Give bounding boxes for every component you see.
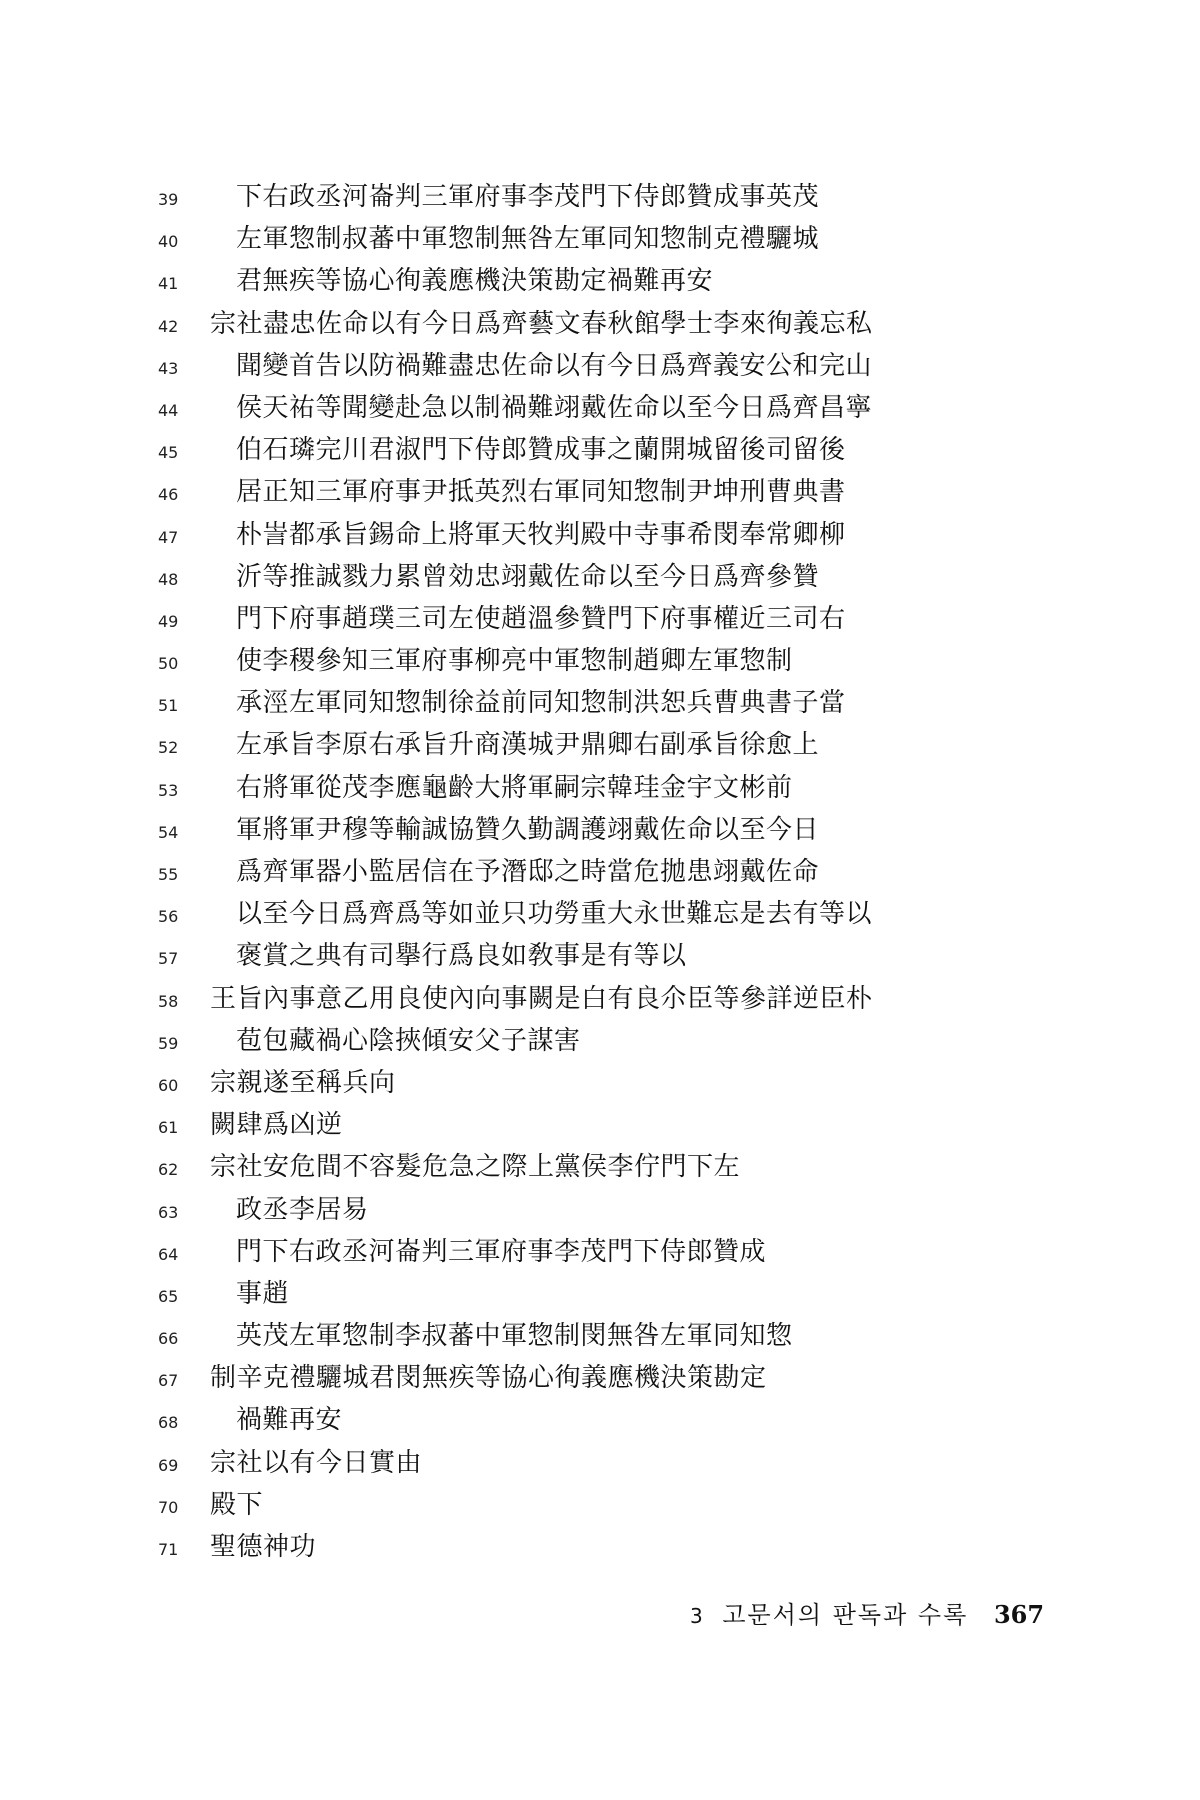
text-line <box>150 1104 1050 1146</box>
text-line <box>150 1357 1050 1399</box>
text-lines <box>150 176 1050 1568</box>
page-number: 367 <box>993 1600 1045 1629</box>
line-number: 68 <box>158 1413 179 1433</box>
page-footer <box>690 1595 1045 1630</box>
text-line <box>150 809 1050 851</box>
line-text: 使李稷參知三軍府事柳亮中軍惣制趙卿左軍惣制 <box>236 646 793 677</box>
line-text: 禍難再安 <box>236 1405 343 1436</box>
chapter-number: 3 <box>690 1604 703 1628</box>
line-text: 門下府事趙璞三司左使趙溫參贊門下府事權近三司右 <box>236 603 846 634</box>
line-number: 55 <box>158 865 179 884</box>
text-line <box>150 767 1050 809</box>
line-number: 57 <box>158 949 179 969</box>
line-number: 66 <box>158 1329 179 1349</box>
line-number: 41 <box>158 274 179 294</box>
line-text: 朴訔都承旨錫命上將軍天牧判殿中寺事希閔奉常卿柳 <box>236 519 846 550</box>
text-line <box>150 640 1050 682</box>
text-line <box>150 598 1050 640</box>
line-number: 62 <box>158 1160 179 1180</box>
line-text: 居正知三軍府事尹抵英烈右軍同知惣制尹坤刑曹典書 <box>236 477 846 508</box>
line-number: 40 <box>158 232 179 252</box>
text-line <box>150 1020 1050 1062</box>
text-line <box>150 345 1050 387</box>
line-number: 45 <box>158 443 179 463</box>
line-number: 65 <box>158 1286 179 1306</box>
line-number: 64 <box>158 1244 179 1264</box>
line-text: 闕肆爲凶逆 <box>210 1110 343 1141</box>
line-text: 褒賞之典有司擧行爲良如敎事是有等以 <box>236 941 687 972</box>
line-text: 左承旨李原右承旨升商漢城尹鼎卿右副承旨徐愈上 <box>236 730 820 761</box>
line-number: 70 <box>158 1497 179 1517</box>
line-number: 52 <box>158 738 179 758</box>
text-line <box>150 1231 1050 1273</box>
text-line <box>150 556 1050 598</box>
line-number: 67 <box>158 1371 179 1391</box>
text-line <box>150 1146 1050 1188</box>
line-number: 53 <box>158 780 179 800</box>
line-text: 君無疾等協心徇義應機決策勘定禍難再安 <box>236 266 714 297</box>
line-text: 門下右政丞河崙判三軍府事李茂門下侍郎贊成 <box>236 1236 767 1267</box>
line-text: 英茂左軍惣制李叔蕃中軍惣制閔無咎左軍同知惣 <box>236 1321 793 1352</box>
text-line <box>150 1484 1050 1526</box>
text-line <box>150 471 1050 513</box>
line-number: 51 <box>158 696 179 716</box>
line-number: 48 <box>158 569 179 589</box>
text-line <box>150 303 1050 345</box>
line-number: 59 <box>158 1033 179 1053</box>
line-text: 宗社安危間不容髮危急之際上黨侯李佇門下左 <box>210 1152 741 1183</box>
line-text: 聖德神功 <box>210 1532 317 1562</box>
text-line <box>150 1062 1050 1104</box>
line-number: 71 <box>158 1540 179 1559</box>
chapter-title: 고문서의 판독과 수록 <box>722 1601 969 1629</box>
line-text: 宗親遂至稱兵向 <box>210 1067 396 1098</box>
line-text: 制辛克禮驪城君閔無疾等協心徇義應機決策勘定 <box>210 1363 767 1394</box>
text-line <box>150 935 1050 977</box>
line-text: 右將軍從茂李應龜齡大將軍嗣宗韓珪金宇文彬前 <box>236 772 793 803</box>
line-text: 軍將軍尹穆等輸誠協贊久勤調護翊戴佐命以至今日 <box>236 814 820 845</box>
text-line <box>150 1273 1050 1315</box>
text-line <box>150 724 1050 766</box>
line-number: 58 <box>158 991 179 1011</box>
text-line <box>150 1315 1050 1357</box>
text-line <box>150 429 1050 471</box>
line-number: 43 <box>158 358 179 378</box>
line-text: 宗社盡忠佐命以有今日爲齊藝文春秋館學士李來徇義忘私 <box>210 308 873 339</box>
text-line <box>150 978 1050 1020</box>
line-number: 54 <box>158 822 179 842</box>
line-number: 49 <box>158 611 179 631</box>
line-text: 政丞李居易 <box>236 1194 369 1225</box>
line-text: 承涇左軍同知惣制徐益前同知惣制洪恕兵曹典書子當 <box>236 688 846 719</box>
line-text: 以至今日爲齊爲等如並只功勞重大永世難忘是去有等以 <box>236 899 873 930</box>
line-number: 46 <box>158 485 179 505</box>
line-text: 沂等推誠戮力累曾効忠翊戴佐命以至今日爲齊參贊 <box>236 561 820 592</box>
text-line <box>150 851 1050 893</box>
text-line <box>150 218 1050 260</box>
line-number: 50 <box>158 654 179 674</box>
text-line <box>150 893 1050 935</box>
text-line <box>150 1442 1050 1484</box>
line-number: 47 <box>158 527 179 547</box>
line-number: 42 <box>158 316 179 336</box>
line-number: 60 <box>158 1075 179 1095</box>
text-line <box>150 1526 1050 1568</box>
line-text: 王旨內事意乙用良使內向事闕是白有良尒臣等參詳逆臣朴 <box>210 983 873 1014</box>
text-line <box>150 260 1050 302</box>
line-number: 44 <box>158 400 179 420</box>
line-text: 殿下 <box>210 1489 264 1520</box>
text-line <box>150 176 1050 218</box>
line-text: 苞包藏禍心陰挾傾安父子謀害 <box>236 1025 581 1056</box>
text-line <box>150 682 1050 724</box>
line-text: 下右政丞河崙判三軍府事李茂門下侍郎贊成事英茂 <box>236 182 820 212</box>
line-text: 聞變首告以防禍難盡忠佐命以有今日爲齊義安公和完山 <box>236 350 873 381</box>
line-text: 左軍惣制叔蕃中軍惣制無咎左軍同知惣制克禮驪城 <box>236 224 820 255</box>
line-number: 61 <box>158 1118 179 1138</box>
line-number: 39 <box>158 190 179 209</box>
line-text: 事趙 <box>236 1278 290 1309</box>
line-number: 56 <box>158 907 179 927</box>
text-line <box>150 1189 1050 1231</box>
line-text: 宗社以有今日實由 <box>210 1447 423 1478</box>
text-line <box>150 387 1050 429</box>
text-line <box>150 514 1050 556</box>
line-text: 伯石璘完川君淑門下侍郎贊成事之蘭開城留後司留後 <box>236 435 846 466</box>
line-text: 侯天祐等聞變赴急以制禍難翊戴佐命以至今日爲齊昌寧 <box>236 392 873 423</box>
line-number: 69 <box>158 1455 179 1475</box>
line-number: 63 <box>158 1202 179 1222</box>
line-text: 爲齊軍器小監居信在予潛邸之時當危拋患翊戴佐命 <box>236 857 820 887</box>
text-line <box>150 1399 1050 1441</box>
